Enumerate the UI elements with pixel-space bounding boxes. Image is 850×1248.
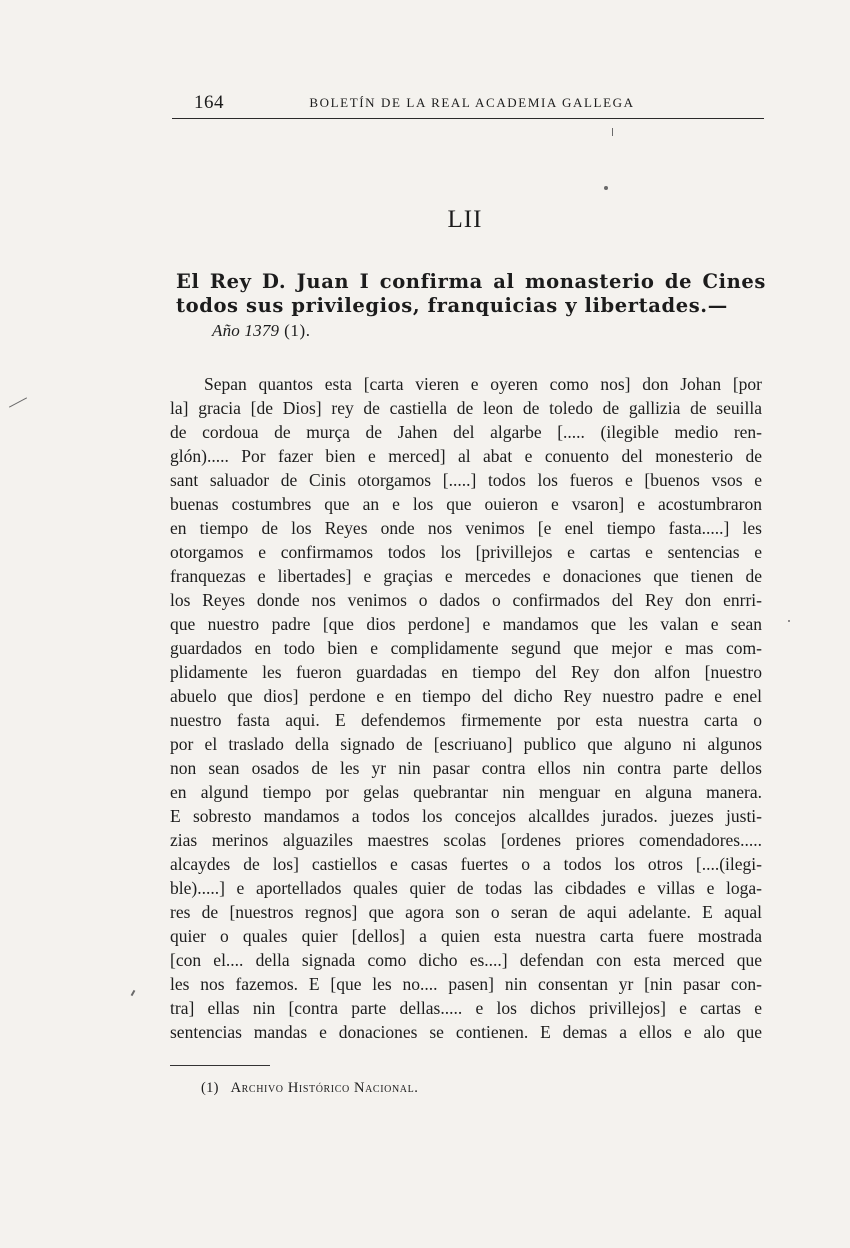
document-heading [176,270,766,343]
body-line: tra] ellas nin [contra parte dellas..... e los dichos privillejos] e cartas e [170,998,762,1018]
footnote-marker: (1) [201,1080,219,1096]
body-line: los Reyes donde nos venimos o dados o confirmados del Rey don enrri- [170,590,762,610]
body-line: franquezas e libertades] e graçias e mercedes e donaciones que tienen de [170,566,762,586]
print-speck [604,186,608,190]
journal-title: BOLETÍN DE LA REAL ACADEMIA GALLEGA [309,95,635,110]
body-line: sentencias mandas e donaciones se contienen. E demas a ellos e alo que [170,1022,762,1042]
body-line: en tiempo de los Reyes onde nos venimos [e enel tiempo fasta.....] les [170,518,762,538]
body-line: E sobresto mandamos a todos los concejos alcalldes jurados. juezes justi- [170,806,762,826]
body-line: glón)..... Por fazer bien e merced] al abat e conuento del monesterio de [170,446,762,466]
body-line: ble).....] e aportellados quales quier de todas las cibdades e villas e loga- [170,878,762,898]
body-line: res de [nuestros regnos] que agora son o seran de aqui adelante. E aqual [170,902,762,922]
footnote-text: Archivo Histórico Nacional. [230,1080,419,1096]
body-line: abuelo que dios] perdone e en tiempo del dicho Rey nuestro padre e enel [170,686,762,706]
heading-note-ref: (1). [284,321,311,340]
body-line: les nos fazemos. E [que les no.... pasen] nin consentan yr [nin pasar con- [170,974,762,994]
body-line: [con el.... della signada como dicho es....] defendan con esta merced que [170,950,762,970]
page-number: 164 [194,92,224,113]
body-line: de cordoua de murça de Jahen del algarbe [..... (ilegible medio ren- [170,422,762,442]
body-line: alcaydes de los] castiellos e casas fuertes o a todos los otros [....(ilegi- [170,854,762,874]
body-line: quier o quales quier [dellos] a quien esta nuestra carta fuere mostrada [170,926,762,946]
body-text [170,372,762,1044]
body-line: otorgamos e confirmamos todos los [privillejos e cartas e sentencias e [170,542,762,562]
heading-year-line [176,319,766,343]
body-line: plidamente les fueron guardadas en tiempo del Rey don alfon [nuestro [170,662,762,682]
body-line: buenas costumbres que an e los que ouieron e vsaron] e acostumbraron [170,494,762,514]
print-speck [788,620,790,622]
body-line: la] gracia [de Dios] rey de castiella de leon de toledo de gallizia de seuilla [170,398,762,418]
body-line: non sean osados de les yr nin pasar contra ellos nin contra parte dellos [170,758,762,778]
footnote-rule [170,1065,270,1066]
print-speck [131,990,136,996]
heading-main: El Rey D. Juan I confirma al monasterio de Cines todos sus privilegios, franquicias y libertades.— [176,270,766,317]
body-line: que nuestro padre [que dios perdone] e mandamos que les valan e sean [170,614,762,634]
body-line: guardados en todo bien e complidamente segund que mejor e mas com- [170,638,762,658]
body-line: zias merinos alguaziles maestres scolas [ordenes priores comendadores..... [170,830,762,850]
running-header [172,90,764,119]
document-number: LII [447,206,483,233]
body-line: nuestro fasta aqui. E defendemos firmemente por esta nuestra carta o [170,710,762,730]
print-speck [9,397,27,407]
body-line: sant saluador de Cinis otorgamos [.....] todos los fueros e [buenos vsos e [170,470,762,490]
footnote [201,1080,419,1097]
body-line: por el traslado della signado de [escriuano] publico que alguno ni algunos [170,734,762,754]
heading-year: Año 1379 [212,321,280,340]
body-line: Sepan quantos esta [carta vieren e oyeren como nos] don Johan [por [204,374,762,394]
body-line: en algund tiempo por gelas quebrantar nin menguar en alguna manera. [170,782,762,802]
print-speck [612,128,613,136]
